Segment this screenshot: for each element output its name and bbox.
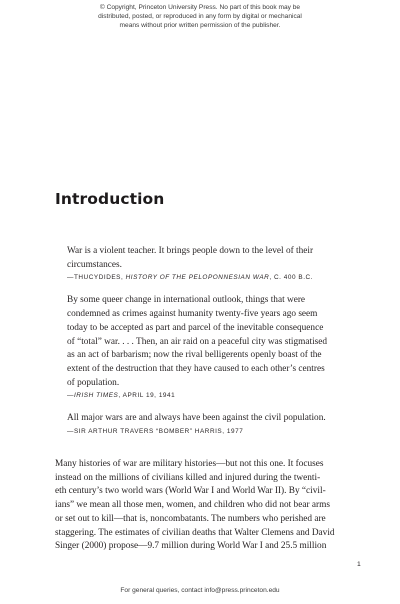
epigraph-line: By some queer change in international outlook, things that were — [67, 295, 306, 306]
body-line: Singer (2000) propose—9.7 million during World War I and 25.5 million — [55, 541, 327, 552]
epigraph-line: of “total” war. . . . Then, an air raid on a peaceful city was stigmatised — [67, 336, 328, 347]
epigraph-line: War is a violent teacher. It brings people down to the level of their — [67, 246, 314, 256]
attribution-suffix: , C. 400 B.C. — [269, 274, 314, 282]
epigraph-line: extent of the destruction that they have caused to each other’s centres — [67, 363, 325, 374]
attribution-prefix: —THUCYDIDES, — [67, 274, 126, 282]
epigraph-attribution — [67, 272, 367, 284]
epigraph-line: of population. — [67, 377, 120, 388]
epigraph-line: condemned as crimes against humanity twenty-five years ago seem — [67, 309, 318, 320]
attribution-work: IRISH TIMES — [73, 392, 119, 400]
body-line: staggering. The estimates of civilian deaths that Walter Clemens and David — [55, 527, 335, 538]
epigraph-line: circumstances. — [67, 259, 122, 270]
attribution-prefix: — — [67, 392, 74, 400]
copyright-line: distributed, posted, or reproduced in any form by digital or mechanical — [98, 12, 302, 20]
chapter-title: Introduction — [55, 190, 165, 208]
epigraph-thucydides — [67, 245, 367, 284]
copyright-line: means without prior written permission of the publisher. — [119, 21, 281, 29]
epigraph-attribution — [67, 426, 367, 438]
body-line: ians” we mean all those men, women, and children who did not bear arms — [55, 500, 330, 511]
epigraph-harris — [67, 412, 367, 438]
attribution-work: HISTORY OF THE PELOPONNESIAN WAR — [125, 274, 270, 282]
copyright-notice — [0, 4, 400, 30]
epigraph-attribution — [67, 390, 367, 402]
body-line: instead on the millions of civilians killed and injured during the twenti- — [55, 472, 321, 483]
epigraph-line: as an act of barbarism; now the rival belligerents openly boast of the — [67, 350, 322, 361]
copyright-line: © Copyright, Princeton University Press. No part of this book may be — [99, 4, 301, 11]
attribution-suffix: , APRIL 19, 1941 — [118, 392, 176, 400]
epigraph-irish-times — [67, 294, 367, 402]
page-number: 1 — [357, 561, 361, 568]
epigraph-line: All major wars are and always have been against the civil population. — [67, 413, 326, 424]
body-line: Many histories of war are military histories—but not this one. It focuses — [55, 459, 324, 469]
attribution-prefix: —SIR ARTHUR TRAVERS “BOMBER” HARRIS, 1977 — [67, 428, 244, 436]
epigraphs — [67, 245, 367, 448]
epigraph-line: today to be accepted as part and parcel of the inevitable consequence — [67, 322, 324, 333]
body-line: or set out to kill—that is, noncombatants. The numbers who perished are — [55, 513, 326, 524]
body-line: eth century’s two world wars (World War I and World War II). By “civil- — [55, 486, 326, 497]
footer-contact: For general queries, contact info@press.princeton.edu — [120, 587, 280, 594]
body-paragraph — [55, 458, 367, 554]
